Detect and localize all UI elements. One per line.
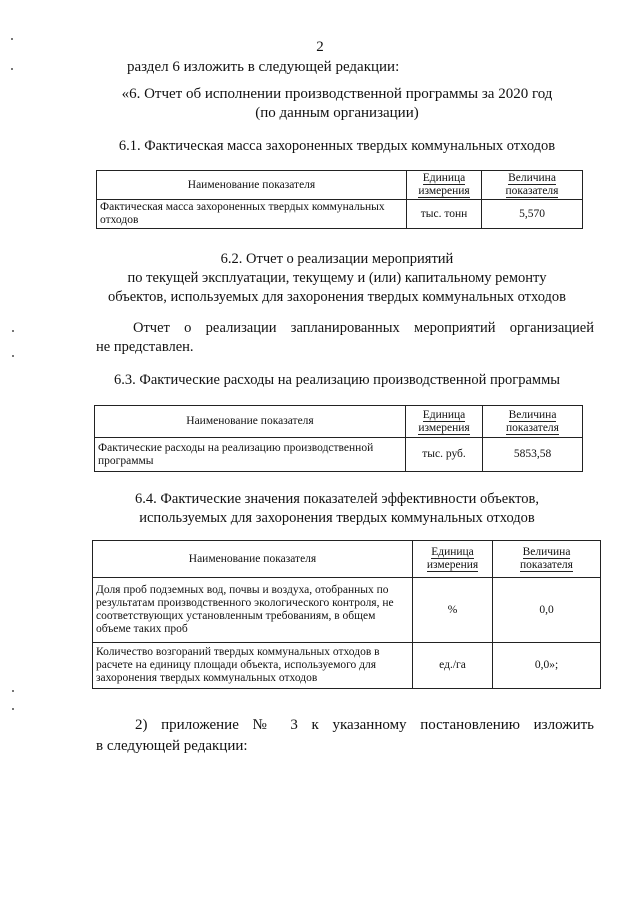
header-unit: Единица измерения — [413, 541, 493, 578]
header-value: Величина показателя — [482, 171, 583, 200]
row-value: 0,0»; — [493, 643, 601, 689]
header-unit: Единица измерения — [407, 171, 482, 200]
page-number: 2 — [316, 39, 324, 55]
intro-line: раздел 6 изложить в следующей редакции: — [127, 59, 400, 75]
table-row — [93, 578, 601, 643]
s63-title: 6.3. Фактические расходы на реализацию производственной программы — [113, 372, 560, 388]
scan-speck — [12, 330, 14, 332]
row-name: Доля проб подземных вод, почвы и воздуха, отобранных по результатам производственного экологического контроля, не соответствующих установленным требованиям, в общем объеме таких проб — [93, 578, 413, 643]
table-header-row — [95, 406, 583, 438]
header-value: Величина показателя — [493, 541, 601, 578]
s64-title-line-2: используемых для захоронения твердых коммунальных отходов — [139, 510, 535, 526]
row-unit: тыс. тонн — [407, 200, 482, 229]
row-name: Фактические расходы на реализацию производственной программы — [95, 438, 406, 472]
closing-line-2: в следующей редакции: — [96, 738, 248, 754]
section-title-line-1: «6. Отчет об исполнении производственной программы за 2020 год — [121, 86, 553, 102]
table-row — [95, 438, 583, 472]
table-row — [97, 200, 583, 229]
s62-body-line-2: не представлен. — [96, 339, 194, 355]
s64-title — [96, 490, 578, 528]
table-header-row — [97, 171, 583, 200]
scan-speck — [12, 708, 14, 710]
row-value: 0,0 — [493, 578, 601, 643]
s62-title-line-3: объектов, используемых для захоронения твердых коммунальных отходов — [107, 289, 567, 305]
scan-speck — [11, 38, 13, 40]
header-name: Наименование показателя — [95, 406, 406, 438]
s61-title: 6.1. Фактическая масса захороненных твердых коммунальных отходов — [118, 138, 556, 154]
row-value: 5,570 — [482, 200, 583, 229]
header-name: Наименование показателя — [93, 541, 413, 578]
s64-table — [92, 540, 601, 689]
s64-title-line-1: 6.4. Фактические значения показателей эффективности объектов, — [135, 491, 539, 507]
header-name: Наименование показателя — [97, 171, 407, 200]
s62-body-line-1: Отчет о реализации запланированных мероприятий организацией — [133, 320, 594, 336]
header-value: Величина показателя — [483, 406, 583, 438]
row-unit: ед./га — [413, 643, 493, 689]
section-title-line-2: (по данным организации) — [255, 105, 419, 121]
row-value: 5853,58 — [483, 438, 583, 472]
row-name: Количество возгораний твердых коммунальных отходов в расчете на единицу площади объекта, используемого для захоронения твердых коммунальных отходов — [93, 643, 413, 689]
s63-table — [94, 405, 583, 472]
closing-line-1: 2) приложение № 3 к указанному постановлению изложить — [135, 717, 594, 733]
table-header-row — [93, 541, 601, 578]
scan-speck — [12, 355, 14, 357]
s62-title-line-2: по текущей эксплуатации, текущему и (или) капитальному ремонту — [127, 270, 547, 286]
s61-table — [96, 170, 583, 229]
s62-title — [96, 250, 578, 307]
table-row — [93, 643, 601, 689]
row-unit: % — [413, 578, 493, 643]
s62-title-line-1: 6.2. Отчет о реализации мероприятий — [220, 251, 454, 267]
section-title — [96, 85, 578, 123]
header-unit: Единица измерения — [406, 406, 483, 438]
scan-speck — [11, 68, 13, 70]
row-unit: тыс. руб. — [406, 438, 483, 472]
row-name: Фактическая масса захороненных твердых коммунальных отходов — [97, 200, 407, 229]
scan-speck — [12, 690, 14, 692]
